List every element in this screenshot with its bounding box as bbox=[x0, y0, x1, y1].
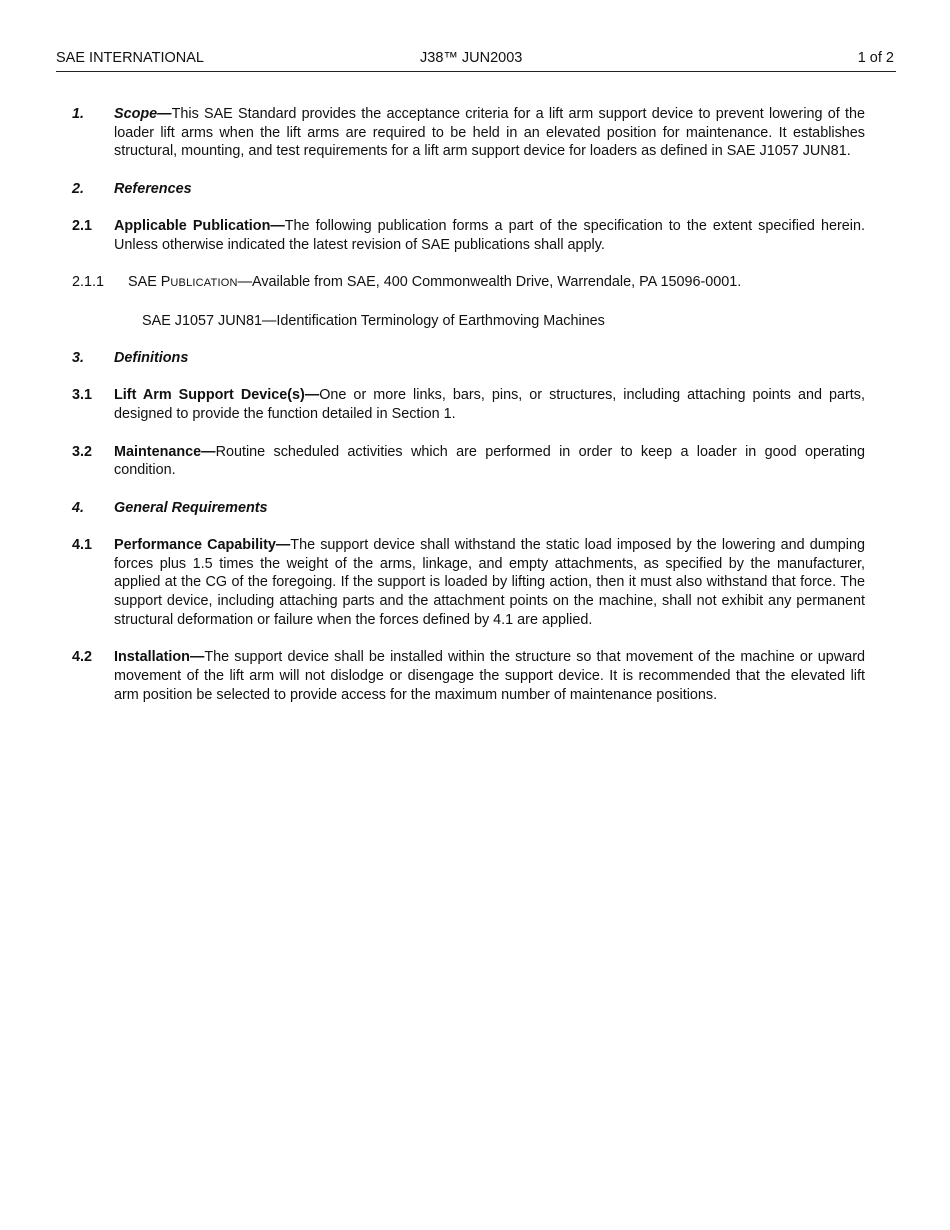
section-4-general-requirements bbox=[72, 499, 865, 518]
section-number: 1. bbox=[72, 106, 85, 122]
section-title: Lift Arm Support Device(s)— bbox=[114, 387, 320, 404]
document-body bbox=[72, 105, 865, 723]
section-number: 2.1.1 bbox=[72, 274, 105, 291]
section-4-2-installation bbox=[72, 648, 865, 704]
section-number: 2.1 bbox=[72, 218, 93, 235]
section-3-definitions bbox=[72, 349, 865, 368]
section-title-rest: UBLICATION bbox=[170, 277, 238, 290]
section-title: Installation— bbox=[114, 649, 205, 666]
section-title: General Requirements bbox=[114, 499, 268, 516]
section-2-references bbox=[72, 180, 865, 199]
section-number: 4.1 bbox=[72, 537, 93, 554]
reference-item: SAE J1057 JUN81—Identification Terminology of Earthmoving Machines bbox=[142, 312, 605, 329]
section-text: One or more links, bars, pins, or structures, including attaching points and parts, designed to provide the function detailed in Section 1. bbox=[114, 387, 865, 423]
section-title: Scope— bbox=[114, 106, 172, 122]
section-number: 3. bbox=[72, 350, 85, 367]
header-page-number: 1 of 2 bbox=[857, 50, 894, 66]
section-text: The following publication forms a part of the specification to the extent specified herein. Unless otherwise indicated the latest revision of SAE publications shall apply. bbox=[114, 218, 865, 253]
section-title-first: SAE P bbox=[128, 274, 171, 291]
section-1-scope bbox=[72, 105, 865, 161]
section-number: 4.2 bbox=[72, 649, 93, 666]
header-org: SAE INTERNATIONAL bbox=[56, 50, 204, 66]
section-3-1-lift-arm-support-device bbox=[72, 386, 865, 423]
section-title: Applicable Publication— bbox=[114, 218, 285, 235]
section-number: 3.2 bbox=[72, 443, 93, 460]
section-2-1-applicable-publication bbox=[72, 217, 865, 254]
section-text: This SAE Standard provides the acceptance criteria for a lift arm support device to prevent lowering of the loader lift arms when the lift arms are required to be held in an elevated position for maintenance. It establishes structural, mounting, and test requirements for a lift arm support device for loaders as defined in SAE J1057 JUN81. bbox=[114, 106, 865, 160]
section-text: The support device shall withstand the static load imposed by the lowering and dumping forces plus 1.5 times the weight of the arms, linkage, and empty attachments, as specified by the manufacturer, applied at the CG of the foregoing. If the support is loaded by lifting action, then it must also withstand that force. The support device, including attaching parts and the attachment points on the machine, shall not exhibit any permanent structural deformation or failure when the forces defined by 4.1 are applied. bbox=[114, 537, 865, 628]
section-text: The support device shall be installed within the structure so that movement of the machine or upward movement of the lift arm will not dislodge or disengage the support device. It is recommended that the elevated lift arm position be selected to provide access for the maximum number of maintenance positions. bbox=[114, 649, 865, 703]
section-title: Performance Capability— bbox=[114, 537, 291, 554]
section-number: 2. bbox=[72, 180, 85, 197]
section-4-1-performance-capability bbox=[72, 536, 865, 630]
section-text: Routine scheduled activities which are performed in order to keep a loader in good operating condition. bbox=[114, 443, 865, 479]
section-title: Definitions bbox=[114, 350, 189, 367]
section-3-2-maintenance bbox=[72, 443, 865, 480]
section-number: 3.1 bbox=[72, 387, 93, 404]
section-title: References bbox=[114, 180, 192, 197]
section-title: Maintenance— bbox=[114, 443, 216, 460]
page-header bbox=[56, 50, 896, 72]
section-2-1-1-sae-publication bbox=[72, 273, 865, 293]
section-text: —Available from SAE, 400 Commonwealth Drive, Warrendale, PA 15096-0001. bbox=[237, 274, 742, 291]
section-number: 4. bbox=[72, 499, 85, 516]
header-doc-id: J38™ JUN2003 bbox=[420, 50, 523, 66]
